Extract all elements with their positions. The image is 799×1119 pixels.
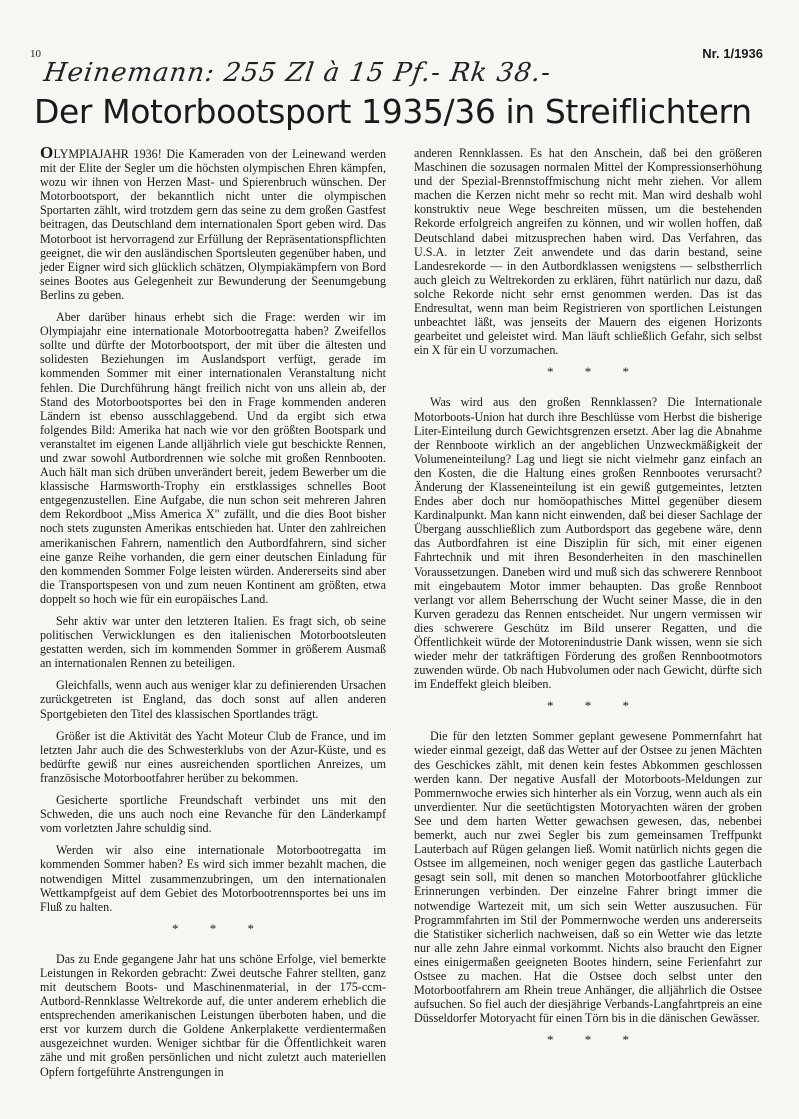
page-number: 10: [30, 48, 41, 60]
left-column: [40, 143, 386, 1087]
right-column: [414, 146, 762, 1063]
issue-number: Nr. 1/1936: [702, 46, 763, 61]
paragraph: Was wird aus den großen Rennklassen? Die Internationale Motorboots-Union hat durch ihre Beschlüsse vom Herbst die bisherige Liter-Einteilung durch Gewichtsgrenzen ersetzt. Aber lag die Abnahme der Rennboote wirklich an der angeblichen Unzweckmäßigkeit der Volumeneinteilung? Lag und liegt sie nicht vielmehr ganz einfach an den Kosten, die die Haltung eines großen Rennbootes verursacht? Änderung der Klasseneinteilung ist ein gewiß gutgemeintes, letzten Endes aber doch nur homöopathisches Mittel gegenüber diesem Kardinalpunkt. Man kann nicht einwenden, daß bei dieser Sachlage der Übergang ausschließlich zum Autbordsport das gegebene wäre, denn das Autbordfahren ist eine Disziplin für sich, mit einer eigenen Fahrtechnik und mit ihren Besonderheiten in den maschinellen Voraussetzungen. Daneben wird und muß sich das schwerere Rennboot mit eingebautem Motor immer behaupten. Das große Rennboot verlangt vor allem Beherrschung der Wucht seiner Masse, die in den Kurven geradezu das Rennen entscheidet. Nur ungern vermissen wir dies schwerere Geschütz im Bild unserer Regatten, und die Öffentlichkeit würde der Motorenindustrie Dank wissen, wenn sie sich wieder mehr der tatkräftigen Förderung des großen Rennbootmotors zuwenden würde. Ob nach Hubvolumen oder nach Gewicht, dürfte sich im Endeffekt gleich bleiben.: [414, 395, 762, 692]
drop-cap: O: [40, 143, 54, 162]
paragraph: [40, 143, 386, 302]
section-separator: * * *: [547, 698, 643, 714]
paragraph-text: LYMPIAJAHR 1936! Die Kameraden von der Leinewand werden mit der Elite der Segler um die höchsten olympischen Ehren kämpfen, wozu wir ihnen von Herzen Mast- und Spierenbruch wünschen. Der Motorbootsport, der bekanntlich nicht unter die olympischen Sportarten zählt, wird trotzdem gern das seine zu dem großen Gastfest beitragen, das Deutschland dem internationalen Sport geben wird. Das Motorboot ist hervorragend zur Erfüllung der Repräsentationspflichten geeignet, die wir den ausländischen Sportsleuten gegenüber haben, und jeder Eigner wird sich glücklich schätzen, Olympiakämpfern von Bord seines Bootes aus Gelegenheit zur Bewunderung der Seenumgebung Berlins zu geben.: [40, 147, 386, 302]
paragraph: Aber darüber hinaus erhebt sich die Frage: werden wir im Olympiajahr eine internationale Motorbootregatta haben? Zweifellos sollte und dürfte der Motorbootsport, der mit über die ältesten und solidesten Beziehungen im Auslandsport verfügt, gerade im kommenden Sommer mit einer internationalen Veranstaltung nicht fehlen. Die Durchführung hängt freilich nicht von uns allein ab, der Stand des Motorbootsportes bei den in Frage kommenden anderen Ländern ist ebenso ausschlaggebend. Und da ergibt sich etwa folgendes Bild: Amerika hat nach wie vor den größten Bootspark und veranstaltet im eigenen Lande alljährlich viele gut beschickte Rennen, und zwar sowohl Autbordrennen wie solche mit großen Rennbooten. Auch hält man sich drüben unverändert bereit, jedem Bewerber um die klassische Harmsworth-Trophy ein erstklassiges schnelles Boot entgegenzustellen. Eine Aufgabe, die nun schon seit mehreren Jahren dem Rekordboot „Miss America X" zufällt, und die dies Boot bisher noch stets zugunsten Amerikas entschieden hat. Unter den zahlreichen amerikanischen Fahrern, namentlich den Autbordfahrern, sind sicher eine ganze Reihe vorhanden, die gern einer deutschen Einladung für den kommenden Sommer Folge leisten würden. Andererseits sind aber die Transportspesen von und zum neuen Kontinent am größten, etwa doppelt so hoch wie für ein europäisches Land.: [40, 310, 386, 606]
paragraph: anderen Rennklassen. Es hat den Anschein, daß bei den größeren Maschinen die sozusagen normalen Mittel der Kompressionserhöhung und der Spezial-Brennstoffmischung nicht mehr ziehen. Vor allem machen die Kerzen nicht mehr so recht mit. Man wird deshalb wohl konstruktiv neue Wege beschreiten müssen, um die bestehenden Rekorde erfolgreich angreifen zu können, und wir wollen hoffen, daß Deutschland dabei mitzusprechen haben wird. Das Verfahren, das U.S.A. in letzter Zeit anwendete und das darin bestand, seine Landesrekorde — in den Autbordklassen wenigstens — selbstherrlich auch gleich zu Weltrekorden zu erklären, führt natürlich nur dazu, daß solche Rekorde nicht sehr ernst genommen werden. Das ist das Endresultat, wenn man beim Registrieren von sportlichen Leistungen unbeachtet läßt, was jenseits der Mauern des eigenen Horizonts gearbeitet und geleistet wird. Man läuft schließlich Gefahr, sich selbst ein X für ein U vorzumachen.: [414, 146, 762, 358]
paragraph: Gesicherte sportliche Freundschaft verbindet uns mit den Schweden, die uns auch noch eine Revanche für den Länderkampf vom vorletzten Jahre schuldig sind.: [40, 793, 386, 836]
section-separator: * * *: [547, 1032, 643, 1048]
paragraph: Werden wir also eine internationale Motorbootregatta im kommenden Sommer haben? Es wird sich immer bezahlt machen, die notwendigen Mittel zusammenzubringen, um den internationalen Wettkampfgeist auf dem Gebiet des Motorbootrennsportes bei uns im Fluß zu halten.: [40, 843, 386, 914]
article-title: Der Motorbootsport 1935/36 in Streiflichtern: [34, 92, 752, 131]
paragraph: Gleichfalls, wenn auch aus weniger klar zu definierenden Ursachen zurückgetreten ist England, das doch sonst auf allen anderen Sportgebieten den Titel des klassischen Sportlandes trägt.: [40, 678, 386, 721]
section-separator: * * *: [547, 364, 643, 380]
handwritten-note: Heinemann: 255 Zl à 15 Pf.- Rk 38.-: [41, 58, 554, 88]
paragraph: Das zu Ende gegangene Jahr hat uns schöne Erfolge, viel bemerkte Leistungen in Rekorden gebracht: Zwei deutsche Fahrer stellten, ganz mit deutschem Boots- und Maschinenmaterial, in der 175-ccm-Autbord-Rennklasse Weltrekorde auf, die unter anderem erheblich die entsprechenden amerikanischen Leistungen überboten haben, und die erst vor kurzem durch die Goldene Ankerplakette verdientermaßen ausgezeichnet wurden. Weniger sichtbar für die Öffentlichkeit waren zähe und mit großen persönlichen und nicht zuletzt auch materiellen Opfern fortgeführte Anstrengungen in: [40, 951, 386, 1079]
section-separator: * * *: [172, 920, 268, 936]
paragraph: Größer ist die Aktivität des Yacht Moteur Club de France, und im letzten Jahr auch die des Schwesterklubs von der Azur-Küste, und es bedürfte gewiß nur eines ausreichenden sportlichen Anreizes, um französische Motorbootfahrer herüber zu bekommen.: [40, 728, 386, 785]
paragraph: Sehr aktiv war unter den letzteren Italien. Es fragt sich, ob seine politischen Verwicklungen es den italienischen Motorbootsleuten gestatten werden, sich im kommenden Sommer in größerem Ausmaß an internationalen Rennen zu beteiligen.: [40, 614, 386, 671]
paragraph: Die für den letzten Sommer geplant gewesene Pommernfahrt hat wieder einmal gezeigt, daß das Wetter auf der Ostsee zu jenen Mächten des Geschickes zählt, mit denen kein festes Abkommen geschlossen werden kann. Der negative Ausfall der Motorboots-Meldungen zur Pommernwoche erwies sich hinterher als ein Vorzug, wenn auch als ein unverdienter. Nur die seetüchtigsten Motoryachten wären der groben See und dem harten Wetter gewachsen gewesen, das, nebenbei bemerkt, auch nur zwei Segler bis zum gemeinsamen Treffpunkt Lauterbach auf Rügen gelangen ließ. Womit natürlich nichts gegen die Ostsee im allgemeinen, noch weniger gegen das gastliche Lauterbach gesagt sein soll, mit denen so manchen Motorbootfahrer glückliche Erinnerungen verbinden. Der einzelne Fahrer bringt immer die notwendige Wartezeit mit, um sich sein Wetter auszusuchen. Für Programmfahrten im Stil der Pommernwoche werden uns andererseits die Statistiker sicherlich nachweisen, daß so ein Wetter wie das letzte nur alle zehn Jahre einmal vorkommt. Nichts also braucht den Eigner eines einigermaßen geeigneten Bootes hindern, seine Ferienfahrt zur Ostsee zu machen. Hat die Ostsee doch selbst unter den Motorbootfahrern am Rhein treue Anhänger, die alljährlich die Ostsee aufsuchen. So fiel auch der diesjährige Verbands-Langfahrtpreis an eine Düsseldorfer Motoryacht für einen Törn bis in die dänischen Gewässer.: [414, 729, 763, 1026]
